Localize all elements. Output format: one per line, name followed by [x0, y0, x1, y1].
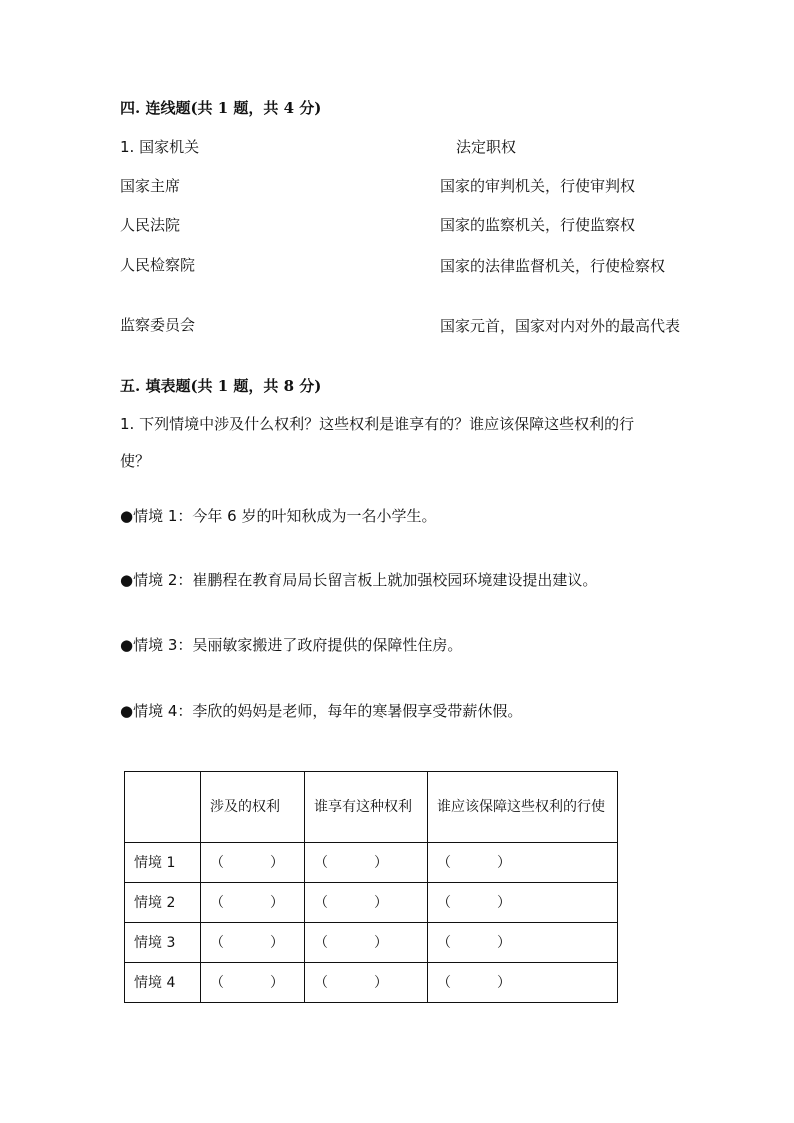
table-header-row	[125, 772, 618, 843]
fill-question-line1: 1. 下列情境中涉及什么权利？这些权利是谁享有的？谁应该保障这些权利的行	[120, 415, 635, 433]
row-label: 情境 3	[125, 923, 201, 963]
right-item-wrapped	[440, 315, 680, 337]
answer-blank[interactable]: （ ）	[201, 923, 305, 963]
answer-blank[interactable]: （ ）	[428, 843, 618, 883]
section-4-title: 四. 连线题(共 1 题，共 4 分)	[120, 99, 322, 117]
right-item: 国家的审判机关，行使审判权	[440, 177, 636, 195]
table-header-cell: 谁应该保障这些权利的行使	[428, 772, 618, 843]
scenario-2: ●情境 2：崔鹏程在教育局局长留言板上就加强校园环境建设提出建议。	[120, 571, 598, 589]
scenario-4: ●情境 4：李欣的妈妈是老师，每年的寒暑假享受带薪休假。	[120, 702, 523, 720]
section-5-title: 五. 填表题(共 1 题，共 8 分)	[120, 377, 322, 395]
answer-blank[interactable]: （ ）	[201, 843, 305, 883]
right-item: 国家的监察机关，行使监察权	[440, 216, 636, 234]
left-item: 国家主席	[120, 177, 181, 195]
right-item-text: 国家元首，国家对内对外的最高代表	[440, 317, 681, 335]
fill-table	[124, 771, 618, 1003]
answer-blank[interactable]: （ ）	[201, 883, 305, 923]
scenario-3: ●情境 3：吴丽敏家搬进了政府提供的保障性住房。	[120, 636, 463, 654]
table-row	[125, 843, 618, 883]
left-item: 人民检察院	[120, 256, 196, 274]
table-header-empty	[125, 772, 201, 843]
answer-blank[interactable]: （ ）	[305, 923, 428, 963]
matching-question: 1. 国家机关	[120, 138, 200, 156]
table-row	[125, 923, 618, 963]
row-label: 情境 2	[125, 883, 201, 923]
table-row	[125, 963, 618, 1003]
row-label: 情境 1	[125, 843, 201, 883]
answer-blank[interactable]: （ ）	[428, 963, 618, 1003]
answer-blank[interactable]: （ ）	[201, 963, 305, 1003]
matching-right-header: 法定职权	[456, 138, 517, 156]
row-label: 情境 4	[125, 963, 201, 1003]
table-header-cell: 谁享有这种权利	[305, 772, 428, 843]
right-item-text: 国家的法律监督机关，行使检察权	[440, 257, 666, 275]
answer-blank[interactable]: （ ）	[428, 923, 618, 963]
left-item: 监察委员会	[120, 316, 196, 334]
fill-question-line2: 使？	[120, 452, 151, 470]
answer-blank[interactable]: （ ）	[428, 883, 618, 923]
answer-blank[interactable]: （ ）	[305, 963, 428, 1003]
answer-blank[interactable]: （ ）	[305, 883, 428, 923]
right-item-wrapped	[440, 255, 680, 277]
table-header-cell: 涉及的权利	[201, 772, 305, 843]
answer-blank[interactable]: （ ）	[305, 843, 428, 883]
left-item: 人民法院	[120, 216, 181, 234]
scenario-1: ●情境 1：今年 6 岁的叶知秋成为一名小学生。	[120, 507, 437, 525]
table-row	[125, 883, 618, 923]
